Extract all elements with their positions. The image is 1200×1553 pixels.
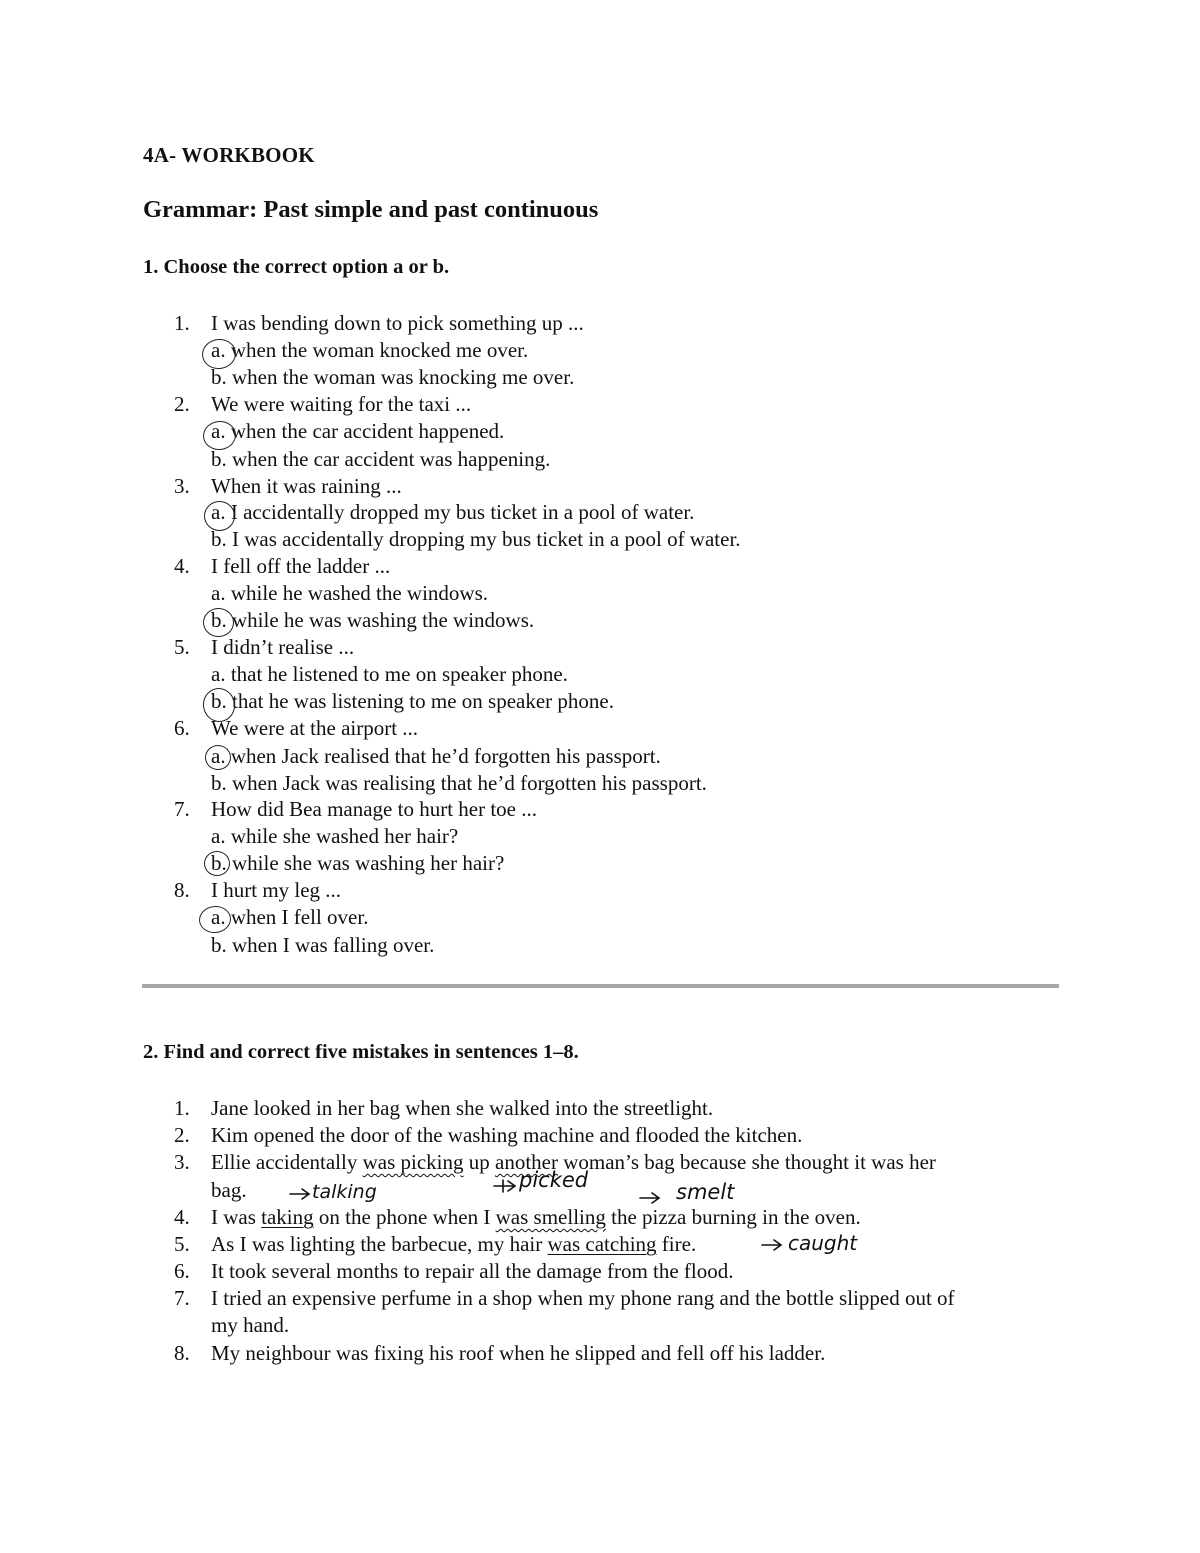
marked-mistake: was catching xyxy=(547,1232,657,1256)
sentence-text: the pizza burning in the oven. xyxy=(605,1205,861,1229)
arrow-icon xyxy=(290,1189,309,1199)
option-a: a. when I fell over. xyxy=(211,905,369,929)
sentence-number: 2. xyxy=(174,1123,190,1147)
item-stem: We were waiting for the taxi ... xyxy=(211,392,472,416)
answer-circle-mark xyxy=(203,608,234,637)
item-stem: I hurt my leg ... xyxy=(211,878,342,902)
option-a: a. while she washed her hair? xyxy=(211,824,459,848)
option-a: a. I accidentally dropped my bus ticket in a pool of water. xyxy=(211,500,695,524)
handwritten-correction-picked: picked xyxy=(519,1168,589,1192)
sentence-2: Kim opened the door of the washing machine and flooded the kitchen. xyxy=(211,1123,803,1147)
option-b: b. when the car accident was happening. xyxy=(211,447,551,471)
option-a: a. when the woman knocked me over. xyxy=(211,338,529,362)
option-b: b. when I was falling over. xyxy=(211,933,435,957)
marked-mistake: was picking xyxy=(362,1150,464,1174)
option-a: a. that he listened to me on speaker phone. xyxy=(211,662,568,686)
sentence-7-continued: my hand. xyxy=(211,1313,290,1337)
sentence-number: 7. xyxy=(174,1286,190,1310)
option-a: a. while he washed the windows. xyxy=(211,581,489,605)
sentence-text: As I was lighting the barbecue, my hair xyxy=(211,1232,548,1256)
sentence-6: It took several months to repair all the damage from the flood. xyxy=(211,1259,734,1283)
marked-mistake: taking xyxy=(261,1205,314,1229)
sentence-number: 5. xyxy=(174,1232,190,1256)
section-divider xyxy=(142,984,1059,988)
sentence-5 xyxy=(211,1231,696,1258)
sentence-1: Jane looked in her bag when she walked into the streetlight. xyxy=(211,1096,714,1120)
item-stem: When it was raining ... xyxy=(211,474,402,498)
handwritten-correction-smelt: smelt xyxy=(676,1180,735,1204)
item-stem: We were at the airport ... xyxy=(211,716,419,740)
item-number: 7. xyxy=(174,797,190,821)
option-b: b. when Jack was realising that he’d forgotten his passport. xyxy=(211,771,707,795)
marked-mistake: was smelling xyxy=(495,1205,606,1229)
sentence-7: I tried an expensive perfume in a shop when my phone rang and the bottle slipped out of xyxy=(211,1286,955,1310)
item-stem: I didn’t realise ... xyxy=(211,635,355,659)
answer-circle-mark xyxy=(205,745,231,770)
sentence-8: My neighbour was fixing his roof when he slipped and fell off his ladder. xyxy=(211,1341,826,1365)
sentence-number: 8. xyxy=(174,1341,190,1365)
sentence-text: up xyxy=(463,1150,495,1174)
arrow-icon xyxy=(762,1240,781,1250)
sentence-number: 4. xyxy=(174,1205,190,1229)
handwritten-correction-caught: caught xyxy=(788,1231,858,1255)
option-b: b. while she was washing her hair? xyxy=(211,851,505,875)
sentence-text: Ellie accidentally xyxy=(211,1150,363,1174)
sentence-text: woman’s bag because she thought it was her xyxy=(557,1150,936,1174)
item-stem: I fell off the ladder ... xyxy=(211,554,391,578)
marked-word: another xyxy=(495,1150,558,1174)
sentence-3-continued: bag. xyxy=(211,1178,247,1202)
answer-circle-mark xyxy=(204,501,235,531)
sentence-text: I was xyxy=(211,1205,262,1229)
sentence-4 xyxy=(211,1204,861,1231)
arrow-icon xyxy=(640,1193,659,1203)
item-number: 3. xyxy=(174,474,190,498)
item-number: 8. xyxy=(174,878,190,902)
page-title: Grammar: Past simple and past continuous xyxy=(143,196,599,223)
item-stem: How did Bea manage to hurt her toe ... xyxy=(211,797,537,821)
sentence-text: fire. xyxy=(656,1232,697,1256)
option-a: a. when Jack realised that he’d forgotten his passport. xyxy=(211,744,661,768)
option-b: b. I was accidentally dropping my bus ticket in a pool of water. xyxy=(211,527,741,551)
option-b: b. when the woman was knocking me over. xyxy=(211,365,575,389)
sentence-text: on the phone when I xyxy=(313,1205,496,1229)
sentence-number: 1. xyxy=(174,1096,190,1120)
workbook-code: 4A- WORKBOOK xyxy=(143,143,315,167)
handwritten-correction-talking: talking xyxy=(312,1181,377,1203)
option-a: a. when the car accident happened. xyxy=(211,419,505,443)
option-b: b. while he was washing the windows. xyxy=(211,608,535,632)
item-number: 1. xyxy=(174,311,190,335)
item-number: 4. xyxy=(174,554,190,578)
item-number: 2. xyxy=(174,392,190,416)
exercise-2-title: 2. Find and correct five mistakes in sentences 1–8. xyxy=(143,1041,579,1063)
answer-circle-mark xyxy=(204,851,230,876)
item-number: 6. xyxy=(174,716,190,740)
option-b: b. that he was listening to me on speaker phone. xyxy=(211,689,614,713)
sentence-number: 3. xyxy=(174,1150,190,1174)
arrow-icon xyxy=(494,1181,515,1191)
item-stem: I was bending down to pick something up ... xyxy=(211,311,584,335)
exercise-1-title: 1. Choose the correct option a or b. xyxy=(143,256,450,278)
sentence-number: 6. xyxy=(174,1259,190,1283)
item-number: 5. xyxy=(174,635,190,659)
